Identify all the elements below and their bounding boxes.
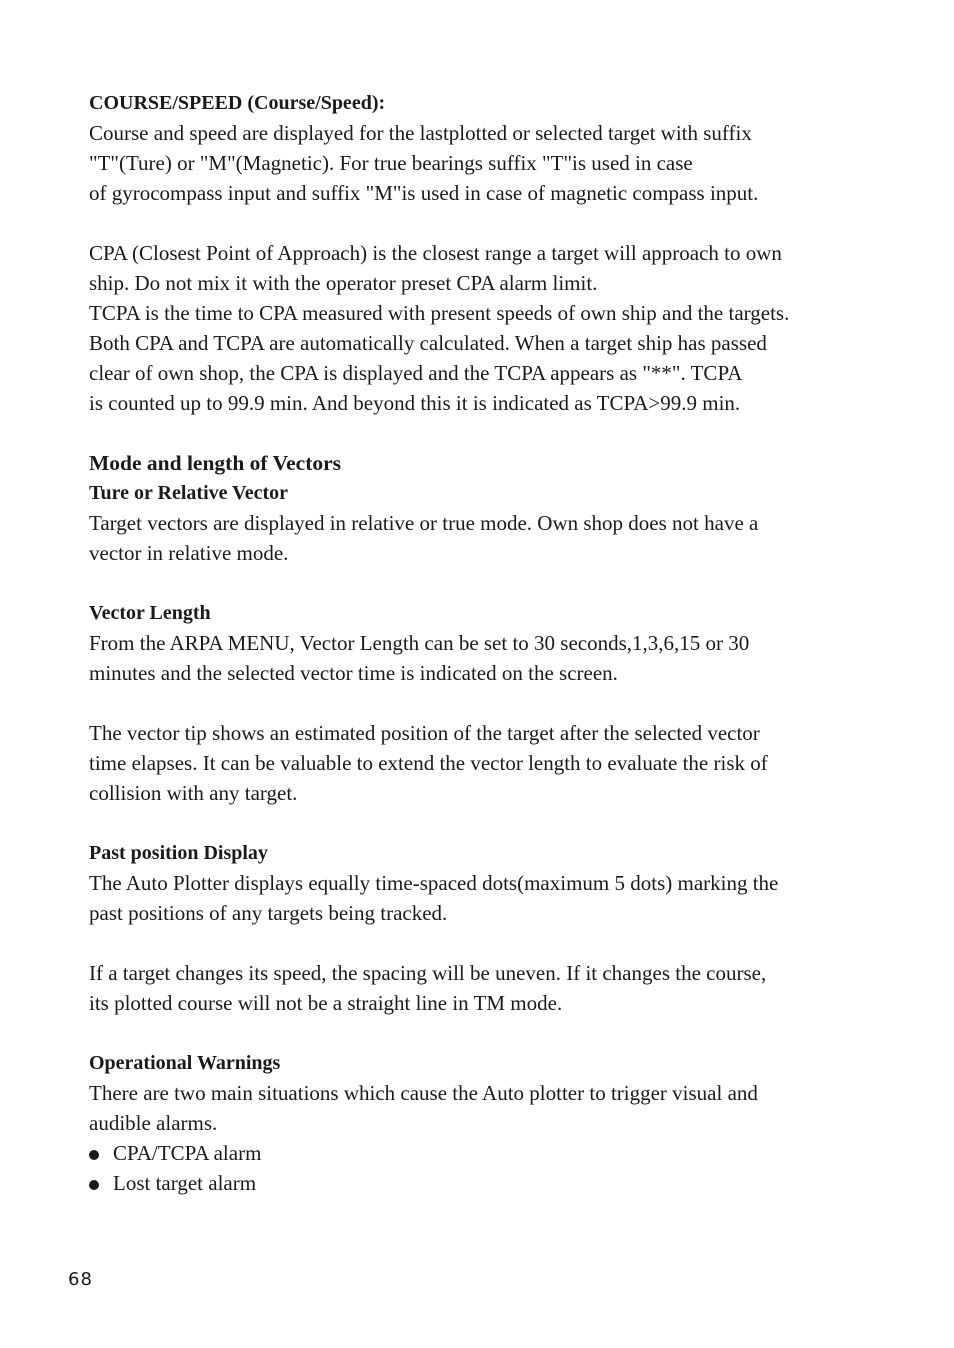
bullet-text: Lost target alarm bbox=[113, 1171, 257, 1195]
warnings-heading: Operational Warnings bbox=[89, 1052, 281, 1074]
warnings-line-2: audible alarms. bbox=[89, 1111, 218, 1135]
cpa-line-4: Both CPA and TCPA are automatically calculated. When a target ship has passed bbox=[89, 331, 767, 355]
page-number: 68 bbox=[68, 1269, 93, 1290]
cpa-line-6: is counted up to 99.9 min. And beyond this it is indicated as TCPA>99.9 min. bbox=[89, 391, 741, 415]
list-item bbox=[89, 1138, 889, 1168]
speed-change-line-1: If a target changes its speed, the spacing will be uneven. If it changes the course, bbox=[89, 961, 767, 985]
course-speed-line-2: "T"(Ture) or "M"(Magnetic). For true bearings suffix "T"is used in case bbox=[89, 151, 693, 175]
cpa-line-1: CPA (Closest Point of Approach) is the closest range a target will approach to own bbox=[89, 241, 782, 265]
list-item bbox=[89, 1168, 889, 1198]
vector-tip-line-3: collision with any target. bbox=[89, 781, 298, 805]
spacer bbox=[89, 928, 889, 958]
past-position-heading: Past position Display bbox=[89, 842, 268, 864]
vector-tip-line-1: The vector tip shows an estimated position of the target after the selected vector bbox=[89, 721, 760, 745]
vectors-subheading: Ture or Relative Vector bbox=[89, 482, 289, 504]
past-position-line-2: past positions of any targets being tracked. bbox=[89, 901, 448, 925]
page-content bbox=[89, 88, 889, 1198]
warnings-line-1: There are two main situations which cause the Auto plotter to trigger visual and bbox=[89, 1081, 758, 1105]
spacer bbox=[89, 208, 889, 238]
vectors-line-1: Target vectors are displayed in relative or true mode. Own shop does not have a bbox=[89, 511, 759, 535]
past-position-line-1: The Auto Plotter displays equally time-spaced dots(maximum 5 dots) marking the bbox=[89, 871, 779, 895]
vector-length-line-1: From the ARPA MENU, Vector Length can be set to 30 seconds,1,3,6,15 or 30 bbox=[89, 631, 750, 655]
bullet-text: CPA/TCPA alarm bbox=[113, 1141, 262, 1165]
cpa-line-2: ship. Do not mix it with the operator preset CPA alarm limit. bbox=[89, 271, 598, 295]
bullet-icon bbox=[89, 1150, 99, 1160]
vectors-heading: Mode and length of Vectors bbox=[89, 451, 342, 475]
course-speed-heading: COURSE/SPEED (Course/Speed): bbox=[89, 92, 386, 114]
cpa-line-5: clear of own shop, the CPA is displayed and the TCPA appears as "**". TCPA bbox=[89, 361, 743, 385]
bullet-icon bbox=[89, 1180, 99, 1190]
spacer bbox=[89, 418, 889, 448]
vector-tip-line-2: time elapses. It can be valuable to extend the vector length to evaluate the risk of bbox=[89, 751, 768, 775]
vector-length-line-2: minutes and the selected vector time is indicated on the screen. bbox=[89, 661, 618, 685]
vectors-line-2: vector in relative mode. bbox=[89, 541, 289, 565]
spacer bbox=[89, 688, 889, 718]
course-speed-line-3: of gyrocompass input and suffix "M"is used in case of magnetic compass input. bbox=[89, 181, 759, 205]
spacer bbox=[89, 808, 889, 838]
course-speed-line-1: Course and speed are displayed for the lastplotted or selected target with suffix bbox=[89, 121, 752, 145]
cpa-line-3: TCPA is the time to CPA measured with present speeds of own ship and the targets. bbox=[89, 301, 790, 325]
speed-change-line-2: its plotted course will not be a straight line in TM mode. bbox=[89, 991, 563, 1015]
vector-length-heading: Vector Length bbox=[89, 602, 211, 624]
spacer bbox=[89, 568, 889, 598]
spacer bbox=[89, 1018, 889, 1048]
